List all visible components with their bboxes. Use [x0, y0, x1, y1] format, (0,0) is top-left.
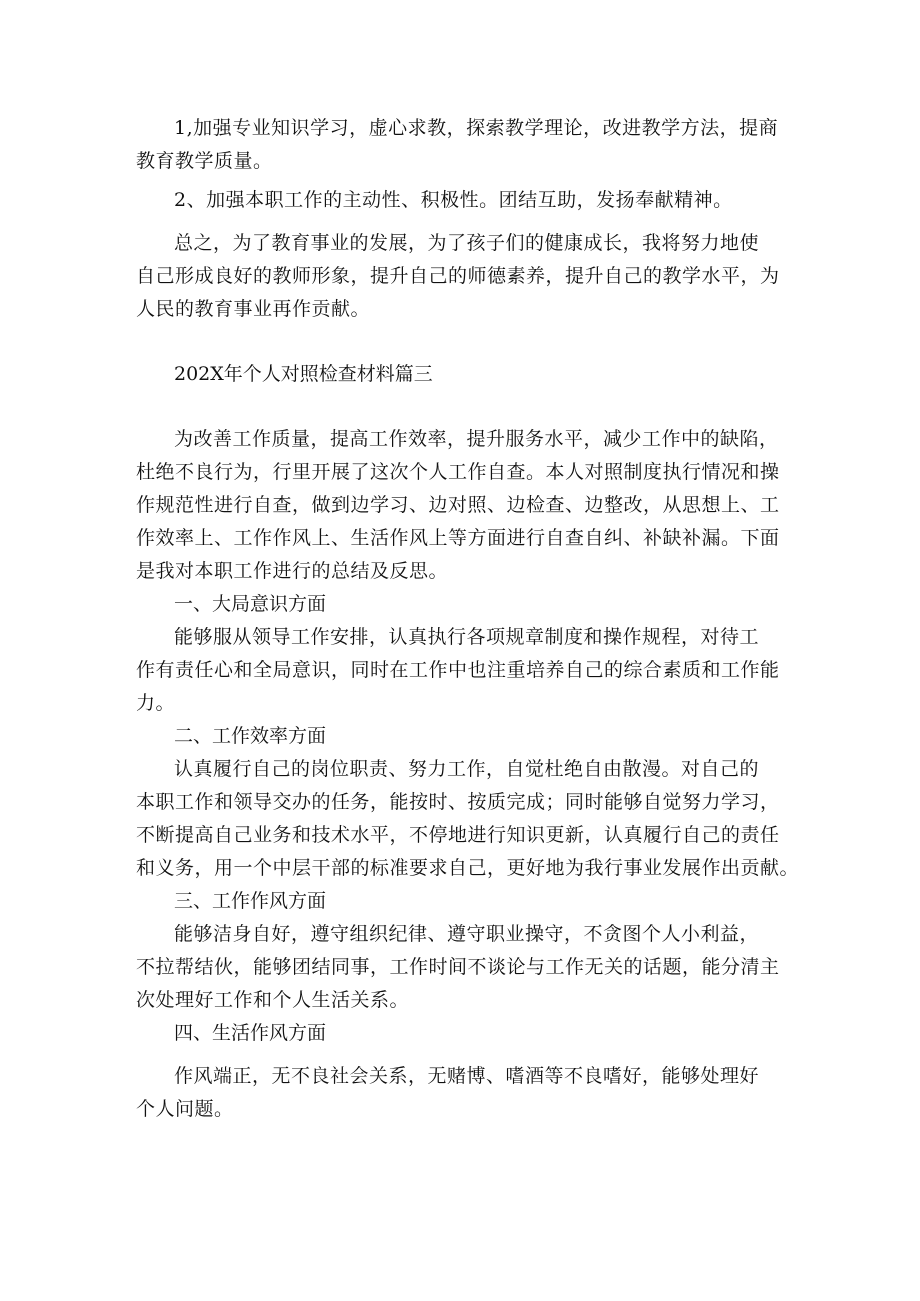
paragraph-line: 作规范性进行自查，做到边学习、边对照、边检查、边整改，从思想上、工	[136, 494, 780, 516]
paragraph-line: 为改善工作质量，提高工作效率，提升服务水平，减少工作中的缺陷，	[174, 428, 779, 450]
paragraph-line: 个人问题。	[136, 1098, 234, 1120]
intro-item-1	[136, 112, 796, 178]
paragraph-line: 本职工作和领导交办的任务，能按时、按质完成；同时能够自觉努力学习，	[136, 791, 780, 813]
paragraph-line: 1,加强专业知识学习，虚心求教，探索教学理论，改进教学方法，提商	[174, 117, 779, 139]
intro-item-2	[136, 184, 796, 217]
paragraph-line: 作有责任心和全局意识，同时在工作中也注重培养自己的综合素质和工作能	[136, 659, 780, 681]
paragraph-line: 作风端正，无不良社会关系，无赌博、嗜酒等不良嗜好，能够处理好	[174, 1065, 760, 1087]
paragraph-line: 不拉帮结伙，能够团结同事，工作时间不谈论与工作无关的话题，能分清主	[136, 956, 780, 978]
paragraph-line: 能够洁身自好，遵守组织纪律、遵守职业操守，不贪图个人小利益，	[174, 923, 760, 945]
section-heading: 一、大局意识方面	[174, 593, 327, 615]
paragraph-line: 和义务，用一个中层干部的标准要求自己，更好地为我行事业发展作出贡献。	[136, 857, 800, 879]
section-title: 202X年个人对照检查材料篇三	[174, 363, 433, 385]
paragraph-line: 是我对本职工作进行的总结及反思。	[136, 560, 449, 582]
summary-paragraph	[136, 227, 796, 326]
paragraph-line: 总之，为了教育事业的发展，为了孩子们的健康成长，我将努力地使	[174, 232, 760, 254]
section-work-efficiency	[136, 720, 800, 885]
paragraph-line: 认真履行自己的岗位职责、努力工作，自觉杜绝自由散漫。对自己的	[174, 758, 760, 780]
paragraph-line: 不断提高自己业务和技术水平，不停地进行知识更新，认真履行自己的责任	[136, 824, 780, 846]
section-heading: 四、生活作风方面	[174, 1022, 327, 1044]
section-heading: 二、工作效率方面	[174, 725, 327, 747]
paragraph-line: 自己形成良好的教师形象，提升自己的师德素养，提升自己的教学水平，为	[136, 265, 780, 287]
paragraph-line: 2、加强本职工作的主动性、积极性。团结互助，发扬奉献精神。	[174, 189, 733, 211]
section-overall-awareness	[136, 588, 796, 720]
section-heading: 三、工作作风方面	[174, 890, 327, 912]
section-life-style	[136, 1017, 796, 1126]
opening-paragraph	[136, 423, 796, 588]
section-work-style	[136, 885, 796, 1017]
paragraph-line: 作效率上、工作作风上、生活作风上等方面进行自查自纠、补缺补漏。下面	[136, 527, 780, 549]
paragraph-line: 教育教学质量。	[136, 150, 273, 172]
document-page	[136, 112, 800, 1126]
paragraph-line: 力。	[136, 692, 176, 714]
paragraph-line: 次处理好工作和个人生活关系。	[136, 989, 410, 1011]
paragraph-line: 人民的教育事业再作贡献。	[136, 298, 371, 320]
paragraph-line: 杜绝不良行为，行里开展了这次个人工作自查。本人对照制度执行情况和操	[136, 461, 780, 483]
paragraph-line: 能够服从领导工作安排，认真执行各项规章制度和操作规程，对待工	[174, 626, 760, 648]
